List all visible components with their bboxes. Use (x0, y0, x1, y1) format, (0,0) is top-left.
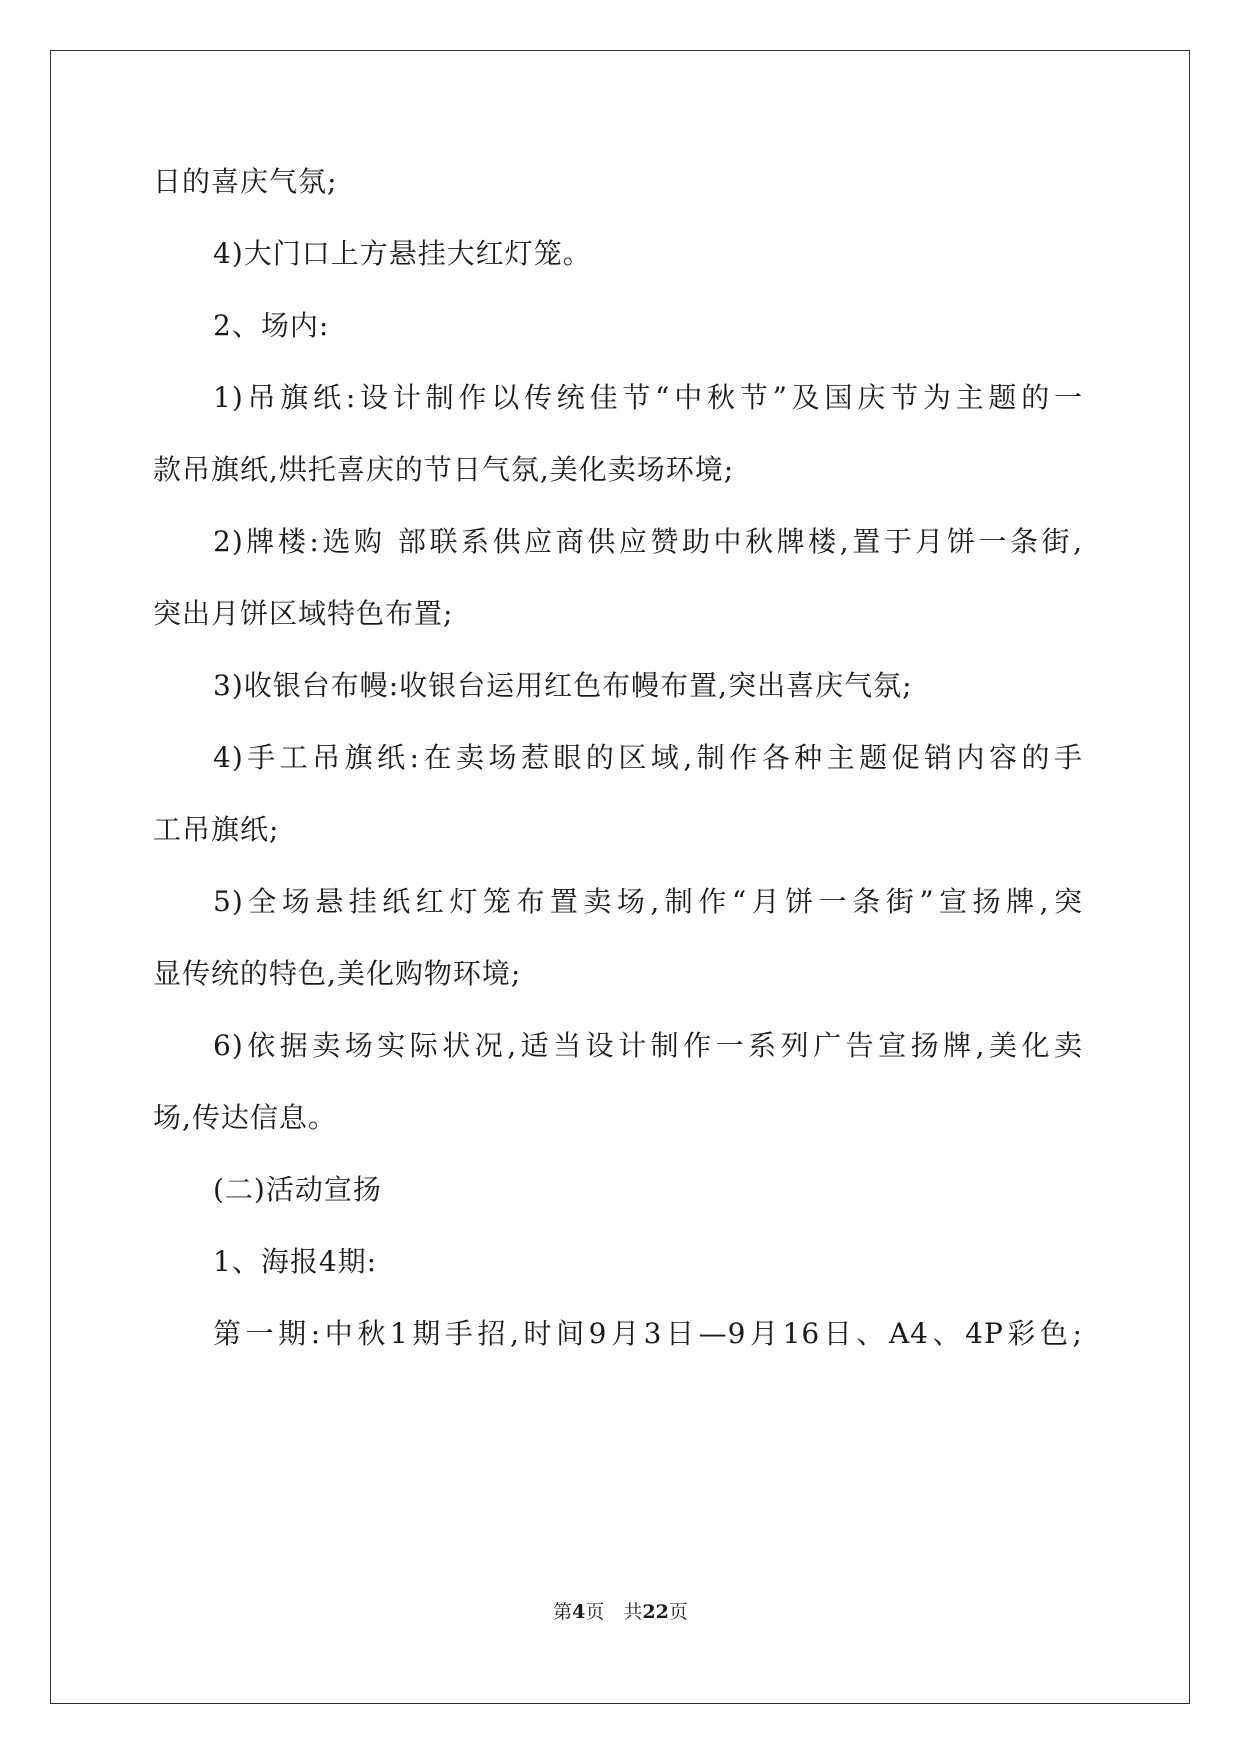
text-line: 显传统的特色,美化购物环境; (153, 957, 522, 990)
text-line: 1、海报4期: (213, 1245, 378, 1278)
text-line: 1)吊旗纸:设计制作以传统佳节“中秋节”及国庆节为主题的一 (213, 381, 1083, 414)
text-line: 6)依据卖场实际状况,适当设计制作一系列广告宣扬牌,美化卖 (213, 1029, 1083, 1062)
total-pages-number: 22 (642, 1601, 669, 1623)
text-line: 2)牌楼:选购 部联系供应商供应赞助中秋牌楼,置于月饼一条街, (213, 525, 1083, 558)
text-line: 场,传达信息。 (153, 1101, 337, 1134)
text-line: 5)全场悬挂纸红灯笼布置卖场,制作“月饼一条街”宣扬牌,突 (213, 885, 1083, 918)
footer-suffix: 页 (668, 1601, 688, 1623)
text-line: 日的喜庆气氛; (153, 165, 338, 198)
current-page-number: 4 (572, 1601, 586, 1623)
section-heading: (二)活动宣扬 (213, 1173, 382, 1206)
text-line: 第一期:中秋1期手招,时间9月3日—9月16日、A4、4P彩色; (213, 1317, 1083, 1350)
page-border (50, 50, 1190, 1704)
page-footer (0, 1600, 1241, 1624)
footer-mid: 页 共 (585, 1601, 643, 1623)
text-line: 突出月饼区域特色布置; (153, 597, 454, 630)
footer-prefix: 第 (553, 1601, 573, 1623)
text-line: 2、场内: (213, 309, 330, 342)
text-line: 4)手工吊旗纸:在卖场惹眼的区域,制作各种主题促销内容的手 (213, 741, 1083, 774)
text-line: 款吊旗纸,烘托喜庆的节日气氛,美化卖场环境; (153, 453, 735, 486)
text-line: 工吊旗纸; (153, 813, 280, 846)
text-line: 4)大门口上方悬挂大红灯笼。 (213, 237, 592, 270)
text-line: 3)收银台布幔:收银台运用红色布幔布置,突出喜庆气氛; (213, 669, 913, 702)
